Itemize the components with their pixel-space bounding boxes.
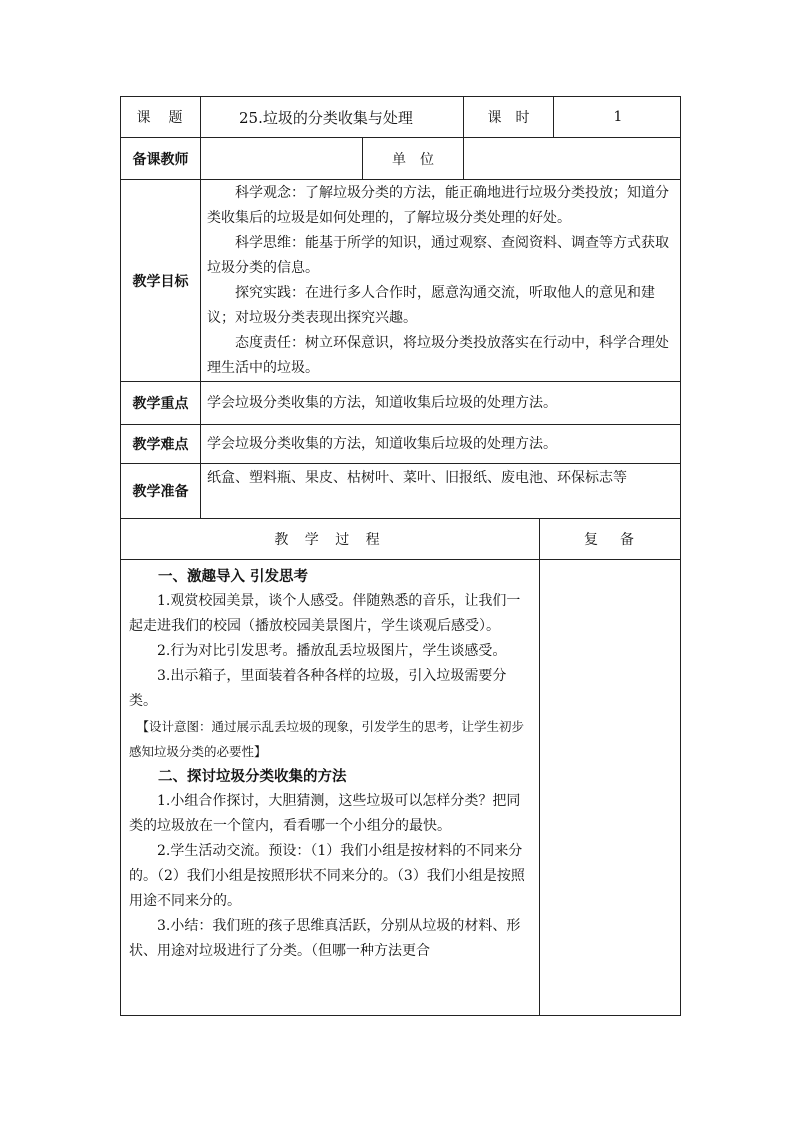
difficulty-label: 教学难点 [132, 437, 189, 453]
key-point-label: 教学重点 [132, 396, 189, 412]
teacher-row [120, 137, 681, 179]
design-intent-note: 【设计意图：通过展示乱丢垃圾的现象，引发学生的思考，让学生初步感知垃圾分类的必要性】 [129, 719, 525, 759]
review-column-header: 复 备 [539, 519, 682, 559]
prep-row [120, 463, 681, 518]
unit-value [463, 138, 682, 179]
topic-row [120, 96, 681, 137]
process-header-row [120, 518, 681, 559]
process-content [121, 560, 539, 1015]
process-paragraph: 3.出示箱子，里面装着各种各样的垃圾，引入垃圾需要分类。 [129, 668, 507, 709]
prep-value: 纸盒、塑料瓶、果皮、枯树叶、菜叶、旧报纸、废电池、环保标志等 [200, 464, 682, 518]
key-point-value: 学会垃圾分类收集的方法，知道收集后垃圾的处理方法。 [200, 382, 682, 424]
goals-content [200, 180, 682, 381]
section-title: 一、激趣导入 引发思考 [158, 568, 309, 585]
prep-label: 教学准备 [132, 484, 189, 500]
process-paragraph: 2.行为对比引发思考。播放乱丢垃圾图片，学生谈感受。 [157, 643, 507, 659]
key-point-row [120, 381, 681, 424]
unit-label: 单 位 [362, 138, 463, 179]
topic-value: 25.垃圾的分类收集与处理 [200, 97, 463, 137]
review-column [539, 560, 682, 1015]
process-body-row [120, 559, 681, 1016]
process-paragraph: 2.学生活动交流。预设：（1）我们小组是按材料的不同来分的。（2）我们小组是按照形状不同来分的。（3）我们小组是按照用途不同来分的。 [129, 843, 525, 909]
process-paragraph: 1.观赏校园美景，谈个人感受。伴随熟悉的音乐，让我们一起走进我们的校园（播放校园美景图片，学生谈观后感受）。 [129, 593, 521, 634]
process-column-header: 教 学 过 程 [274, 532, 386, 548]
process-paragraph: 3.小结：我们班的孩子思维真活跃，分别从垃圾的材料、形状、用途对垃圾进行了分类。（但哪一种方法更合 [129, 918, 521, 959]
topic-label: 课 题 [136, 110, 185, 126]
difficulty-value: 学会垃圾分类收集的方法，知道收集后垃圾的处理方法。 [200, 425, 682, 463]
teacher-value [200, 138, 362, 179]
goals-row [120, 179, 681, 381]
section-title: 二、探讨垃圾分类收集的方法 [158, 768, 347, 785]
difficulty-row [120, 424, 681, 463]
goal-paragraph: 科学思维：能基于所学的知识，通过观察、查阅资料、调查等方式获取垃圾分类的信息。 [207, 235, 669, 276]
lesson-plan-table [120, 96, 681, 1016]
goal-paragraph: 态度责任：树立环保意识，将垃圾分类投放落实在行动中，科学合理处理生活中的垃圾。 [207, 335, 669, 376]
process-paragraph: 1.小组合作探讨，大胆猜测，这些垃圾可以怎样分类？把同类的垃圾放在一个筐内，看看哪一个小组分的最快。 [129, 793, 521, 834]
period-label: 课 时 [463, 97, 553, 137]
goals-label: 教学目标 [132, 273, 189, 290]
goal-paragraph: 探究实践：在进行多人合作时，愿意沟通交流，听取他人的意见和建议；对垃圾分类表现出探究兴趣。 [207, 285, 655, 326]
goal-paragraph: 科学观念：了解垃圾分类的方法，能正确地进行垃圾分类投放；知道分类收集后的垃圾是如何处理的，了解垃圾分类处理的好处。 [207, 185, 669, 226]
period-value: 1 [553, 97, 682, 137]
teacher-label: 备课教师 [132, 151, 189, 168]
